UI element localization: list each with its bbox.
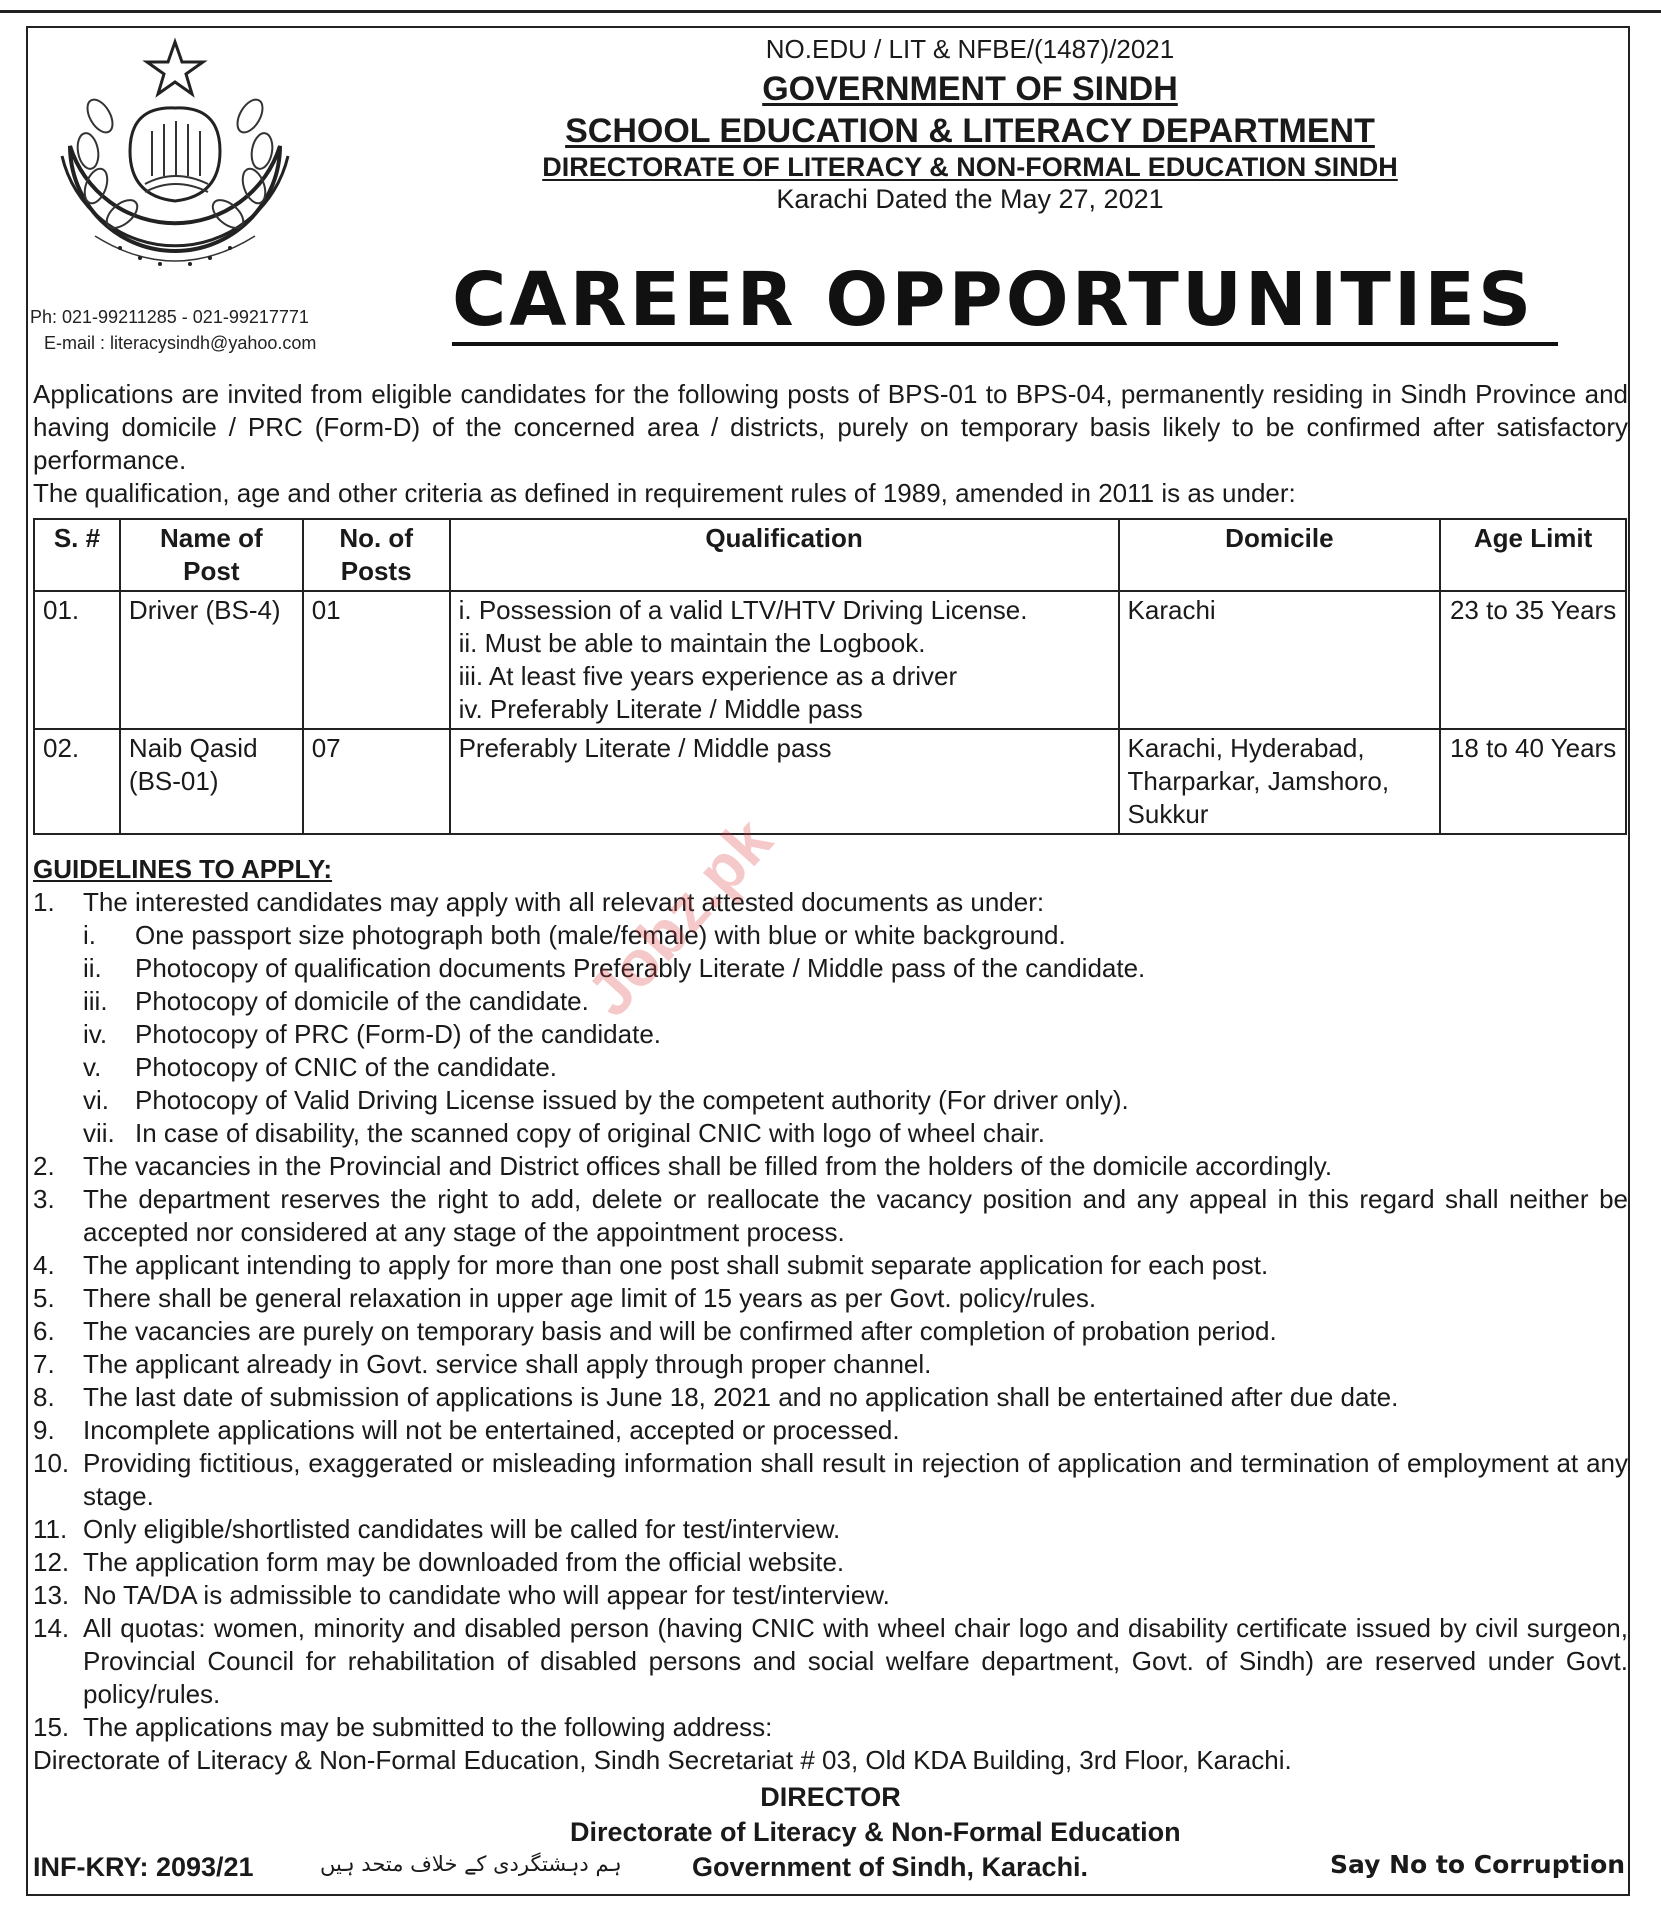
- cell-qualification: [450, 729, 1119, 834]
- guideline-item: 14. All quotas: women, minority and disabled person (having CNIC with wheel chair logo and disability certificate issued by civil surgeon, Provincial Council for rehabilitation of disabled persons and social welfare department, Govt. of Sindh) are reserved under Govt. policy/rules.: [33, 1613, 1628, 1709]
- guideline-item: 2. The vacancies in the Provincial and District offices shall be filled from the holders of the domicile accordingly.: [33, 1151, 1333, 1181]
- header-domicile: Domicile: [1119, 519, 1441, 591]
- guideline-item: 11. Only eligible/shortlisted candidates will be called for test/interview.: [33, 1514, 841, 1544]
- guideline-item: 4. The applicant intending to apply for more than one post shall submit separate application for each post.: [33, 1250, 1269, 1280]
- header-qualification: Qualification: [450, 519, 1119, 591]
- footer-org-line2: Government of Sindh, Karachi.: [692, 1852, 1089, 1882]
- document-item: iii. Photocopy of domicile of the candidate.: [83, 986, 589, 1016]
- document-item: ii. Photocopy of qualification documents Preferably Literate / Middle pass of the candidate.: [83, 953, 1146, 983]
- qualification-line: ii. Must be able to maintain the Logbook.: [458, 628, 926, 658]
- guidelines-section: [33, 853, 1628, 1777]
- table-row: [34, 591, 1626, 729]
- guideline-item: 8. The last date of submission of applications is June 18, 2021 and no application shall be entertained after due date.: [33, 1382, 1399, 1412]
- cell-domicile: Karachi: [1119, 591, 1441, 729]
- document-item: i. One passport size photograph both (male/female) with blue or white background.: [83, 920, 1066, 950]
- page-title: CAREER OPPORTUNITIES: [452, 258, 1558, 346]
- qualification-line: iii. At least five years experience as a driver: [458, 661, 958, 691]
- urdu-slogan: ہم دہشتگردی کے خلاف متحد ہیں: [320, 1852, 622, 1876]
- intro-criteria: The qualification, age and other criteria as defined in requirement rules of 1989, amended in 2011 is as under:: [33, 478, 1296, 508]
- guidelines-title: GUIDELINES TO APPLY:: [33, 854, 333, 884]
- guideline-item: 9. Incomplete applications will not be entertained, accepted or processed.: [33, 1415, 900, 1445]
- cell-domicile: Karachi, Hyderabad, Tharparkar, Jamshoro, Sukkur: [1119, 729, 1441, 834]
- table-header-row: [34, 519, 1626, 591]
- document-item: vi. Photocopy of Valid Driving License issued by the competent authority (For driver only).: [83, 1085, 1129, 1115]
- qualification-line: Preferably Literate / Middle pass: [458, 733, 832, 763]
- guideline-item: 10. Providing fictitious, exaggerated or misleading information shall result in rejection of application and termination of employment at any stage.: [33, 1448, 1628, 1511]
- cell-count: 01: [303, 591, 450, 729]
- top-rule: [0, 10, 1661, 13]
- cell-qualification: [450, 591, 1119, 729]
- phone-numbers: Ph: 021-99211285 - 021-99217771: [30, 307, 309, 327]
- intro-paragraph: Applications are invited from eligible candidates for the following posts of BPS-01 to BPS-04, permanently residing in Sindh Province and having domicile / PRC (Form-D) of the concerned area / districts, purely on temporary basis likely to be confirmed after satisfactory performance.: [33, 379, 1628, 475]
- guideline-item: 5. There shall be general relaxation in upper age limit of 15 years as per Govt. policy/rules.: [33, 1283, 1097, 1313]
- cell-sno: 02.: [34, 729, 120, 834]
- cell-post: Naib Qasid (BS-01): [120, 729, 303, 834]
- cell-count: 07: [303, 729, 450, 834]
- dated-line: Karachi Dated the May 27, 2021: [776, 184, 1164, 214]
- anti-corruption-slogan: Say No to Corruption: [1330, 1850, 1626, 1879]
- header-sno: S. #: [34, 519, 120, 591]
- cell-post: Driver (BS-4): [120, 591, 303, 729]
- document-item: iv. Photocopy of PRC (Form-D) of the candidate.: [83, 1019, 662, 1049]
- submission-address: Directorate of Literacy & Non-Formal Education, Sindh Secretariat # 03, Old KDA Building, 3rd Floor, Karachi.: [33, 1745, 1292, 1775]
- guideline-item: 3. The department reserves the right to add, delete or reallocate the vacancy position and any appeal in this regard shall neither be accepted nor considered at any stage of the appointment process.: [33, 1184, 1628, 1247]
- header-post: Name of Post: [120, 519, 303, 591]
- email-address: E-mail : literacysindh@yahoo.com: [44, 333, 317, 353]
- directorate-title: DIRECTORATE OF LITERACY & NON-FORMAL EDUCATION SINDH: [542, 152, 1398, 182]
- qualification-line: i. Possession of a valid LTV/HTV Driving License.: [458, 595, 1028, 625]
- document-item: v. Photocopy of CNIC of the candidate.: [83, 1052, 558, 1082]
- cell-age: 18 to 40 Years: [1440, 729, 1626, 834]
- intro-text: [33, 378, 1628, 510]
- cell-age: 23 to 35 Years: [1440, 591, 1626, 729]
- table-row: [34, 729, 1626, 834]
- header-age: Age Limit: [1440, 519, 1626, 591]
- footer-org-line1: Directorate of Literacy & Non-Formal Education: [570, 1817, 1181, 1847]
- director-title: DIRECTOR: [760, 1782, 901, 1812]
- guideline-item: 15. The applications may be submitted to the following address:: [33, 1712, 773, 1742]
- government-title: GOVERNMENT OF SINDH: [762, 70, 1178, 108]
- inf-number: INF-KRY: 2093/21: [33, 1852, 254, 1882]
- guideline-item: 1. The interested candidates may apply with all relevant attested documents as under:: [33, 887, 1045, 917]
- posts-table: [33, 518, 1627, 835]
- watermark: Jobz.pk: [572, 804, 786, 1030]
- guideline-item: 13. No TA/DA is admissible to candidate who will appear for test/interview.: [33, 1580, 890, 1610]
- guideline-item: 12. The application form may be downloaded from the official website.: [33, 1547, 845, 1577]
- department-title: SCHOOL EDUCATION & LITERACY DEPARTMENT: [565, 112, 1375, 150]
- government-of-sindh-seal-icon: [40, 36, 310, 291]
- guideline-item: 7. The applicant already in Govt. service shall apply through proper channel.: [33, 1349, 932, 1379]
- cell-sno: 01.: [34, 591, 120, 729]
- reference-number: NO.EDU / LIT & NFBE/(1487)/2021: [765, 34, 1175, 64]
- header-count: No. of Posts: [303, 519, 450, 591]
- qualification-line: iv. Preferably Literate / Middle pass: [458, 694, 863, 724]
- guideline-item: 6. The vacancies are purely on temporary basis and will be confirmed after completion of probation period.: [33, 1316, 1277, 1346]
- document-item: vii. In case of disability, the scanned copy of original CNIC with logo of wheel chair.: [83, 1118, 1045, 1148]
